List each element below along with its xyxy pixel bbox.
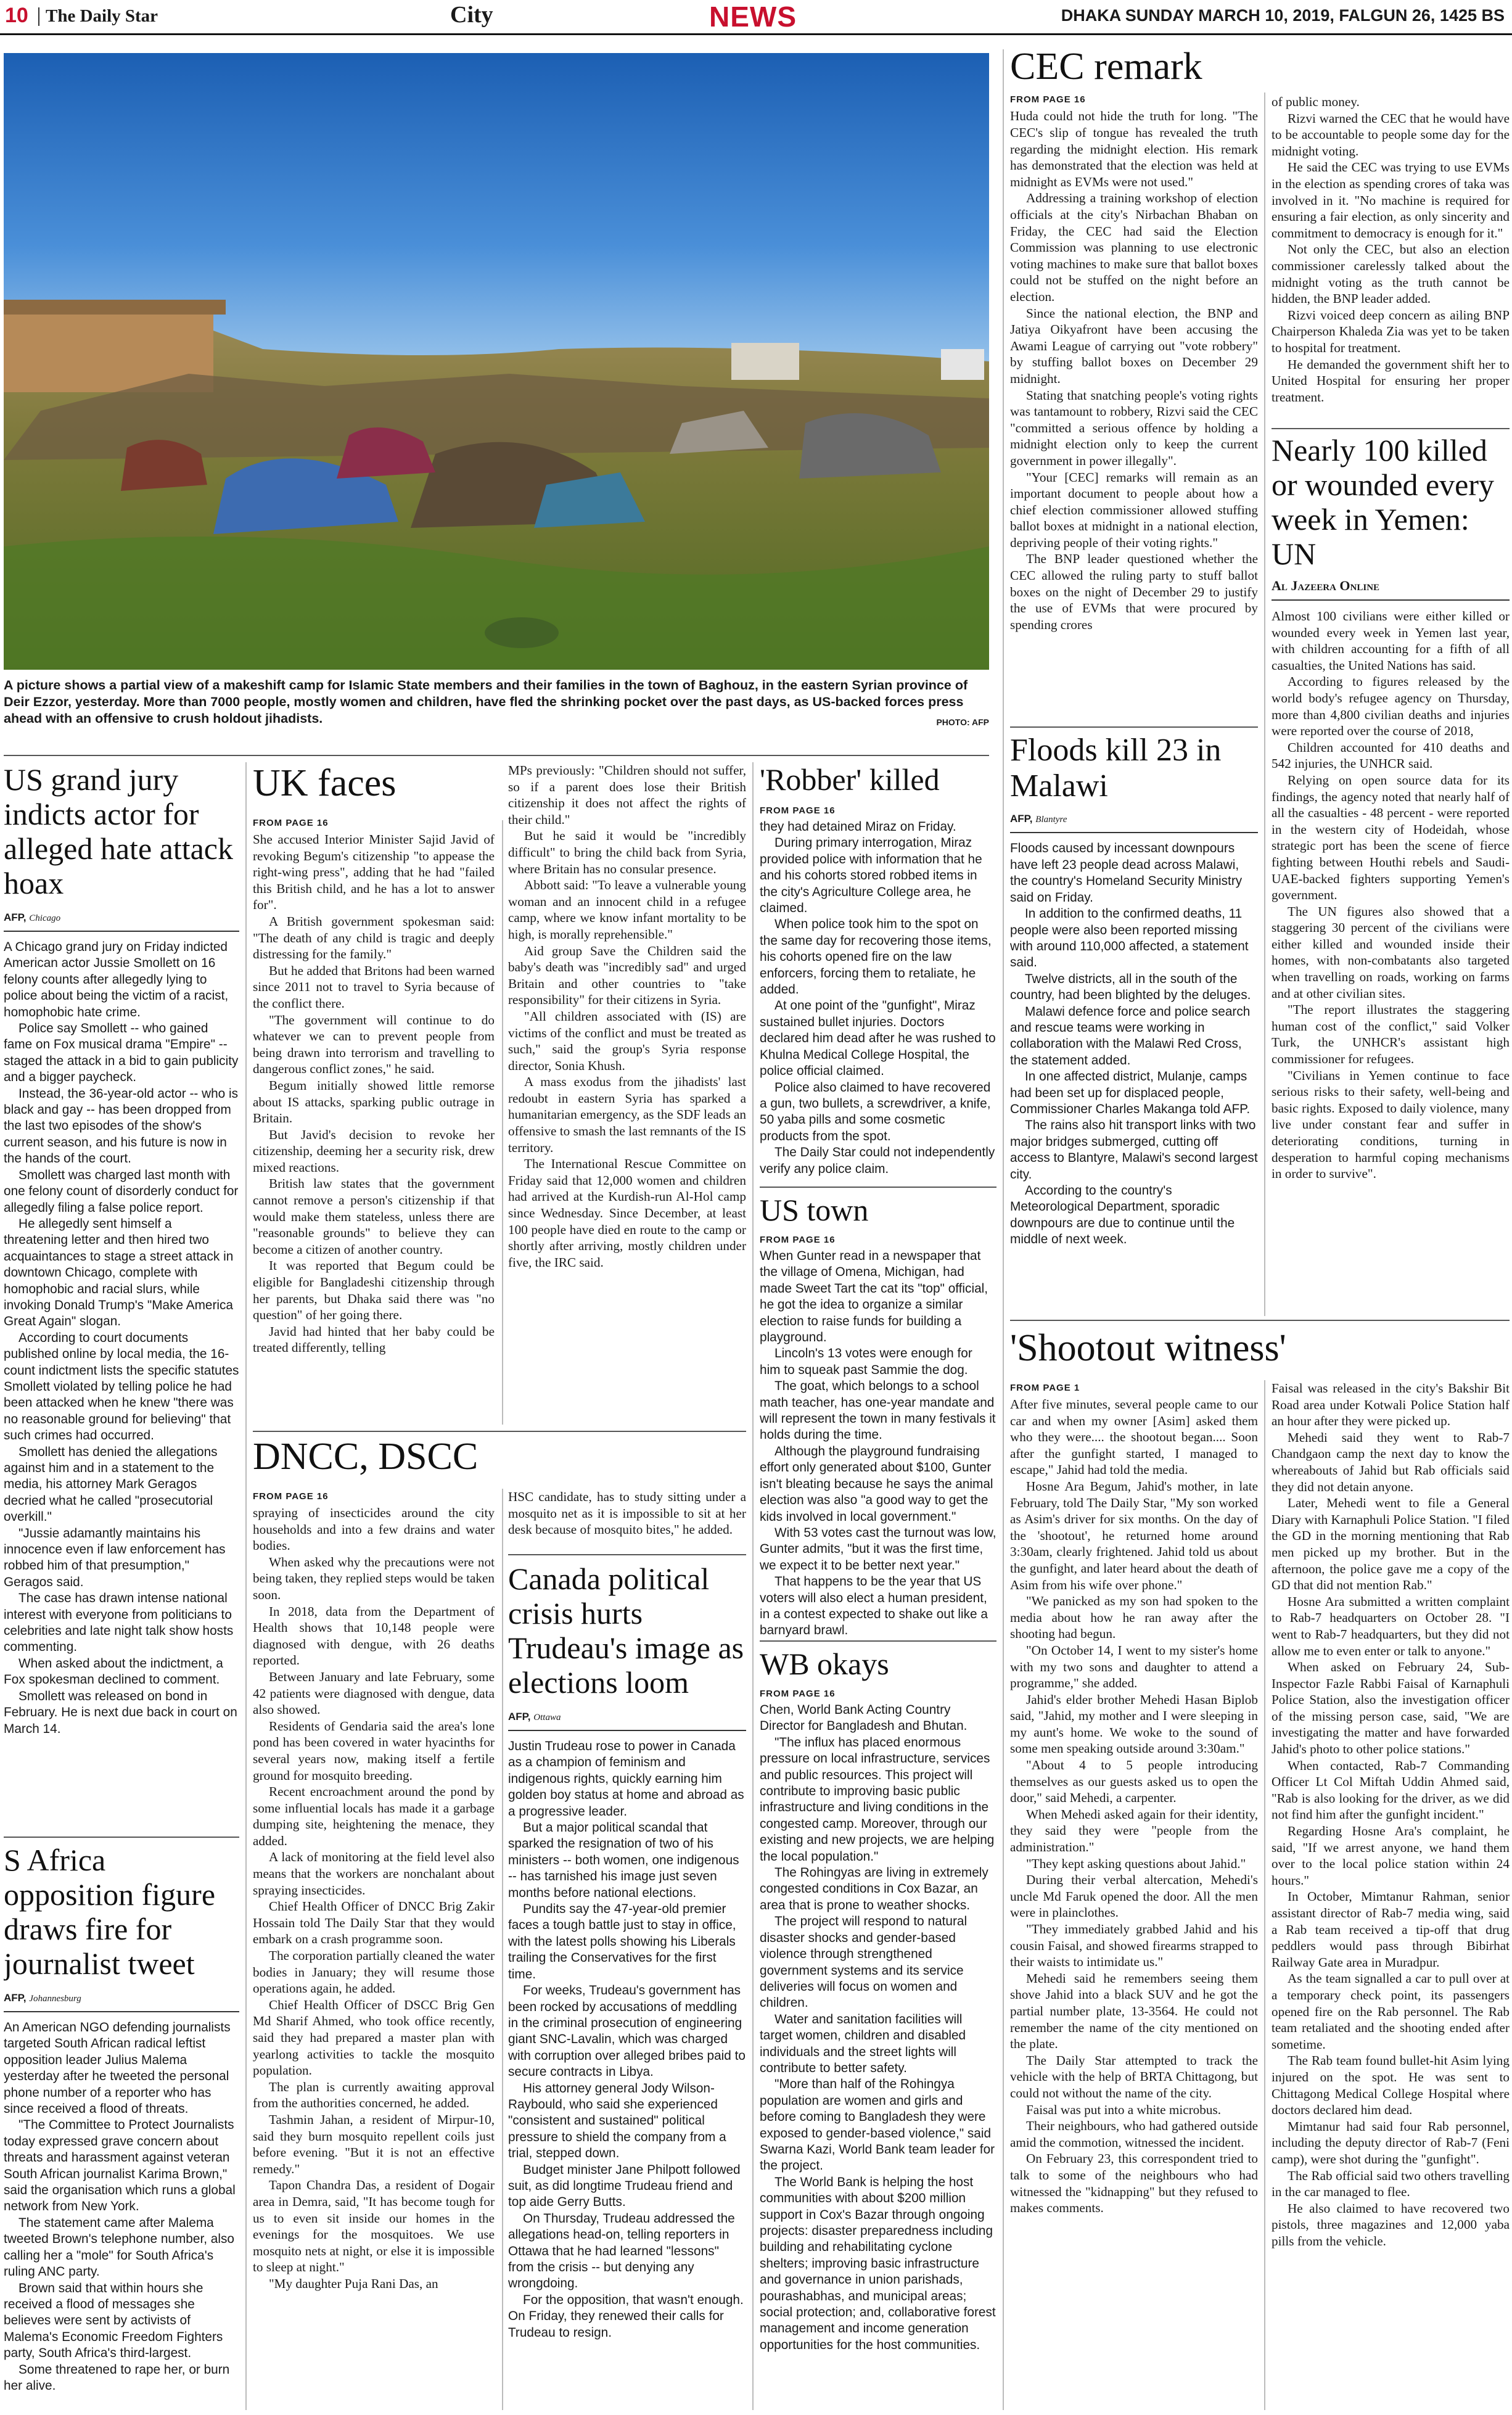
headline-cec: CEC remark xyxy=(1010,46,1202,88)
headline-uk: UK faces xyxy=(253,762,396,804)
byline-yemen: Al Jazeera Online xyxy=(1272,577,1510,601)
body-safrica: An American NGO defending journalists targeted South African radical leftist opposition leader Julius Malema yesterday after he tweeted the personal phone number of a reporter who has since received a flood of threats. "The Committee to Protect Journalists today expressed grave concern about threats and harassment against veteran South African journalist Karima Brown," said the organisation which runs a global network from New York. The statement came after Malema tweeted Brown's telephone number, also calling her a "mole" for South Africa's ruling ANC party. Brown said that within hours she received a flood of messages she believes were sent by activists of Malema's Economic Freedom Fighters party, South Africa's third-largest. Some threatened to rape her, or burn her alive. xyxy=(4,2020,236,2393)
lead-photo xyxy=(4,53,989,670)
body-dncc-col1: FROM PAGE 16 spraying of insecticides around the city households and into a few drains and water bodies. When asked why the precautions were not being taken, they replied steps would be taken soon. In 2018, data from the Department of Health shows that 10,148 people were diagnosed with dengue, with 26 deaths reported. Between January and late February, some 42 patients were diagnosed with dengue, data also showed. Residents of Gendaria said the area's lone pond has been covered in water hyacinths for several years now, making itself a fertile ground for mosquito breeding. Recent encroachment around the pond by some influential locals has made it a garbage dumping site, heightening the menace, they added. A lack of monitoring at the field level also means that the workers are nonchalant about spraying insecticides. Chief Health Officer of DNCC Brig Zakir Hossain told The Daily Star that they would embark on a crash programme soon. The corporation partially cleaned the water bodies in January; they will resume those operations again, he added. Chief Health Officer of DSCC Brig Gen Md Sharif Ahmed, who took office recently, said they had prepared a master plan with yearlong activities to tackle the mosquito population. The plan is currently awaiting approval from the authorities concerned, he added. Tashmin Jahan, a resident of Mirpur-10, said they burn mosquito repellent coils just before evening. "But it is not an effective remedy." Tapon Chandra Das, a resident of Dogair area in Demra, said, "It has become tough for us to even sit inside our homes in the evenings for the mosquitoes. We use mosquito nets at night, or else it is impossible to sleep at night." "My daughter Puja Rani Das, an xyxy=(253,1489,495,2410)
news-label: NEWS xyxy=(709,1,797,33)
headline-ustown: US town xyxy=(760,1193,869,1227)
headline-safrica: S Africa opposition figure draws fire for journalist tweet xyxy=(4,1843,216,1981)
caption-text: A picture shows a partial view of a makeshift camp for Islamic State members and their families in the town of Baghouz, in the eastern Syrian province of Deir Ezzor, yesterday. More than 7000 people, mostly women and children, have fled the shrinking pocket over the past days, as US-backed forces press ahead with an offensive to crush holdout jihadists. xyxy=(4,678,968,726)
from-wb: FROM PAGE 16 xyxy=(760,1689,836,1699)
byline-malawi: AFP, Blantyre xyxy=(1010,810,1258,833)
dateline: DHAKA SUNDAY MARCH 10, 2019, FALGUN 26, 1425 BS xyxy=(1061,6,1505,25)
from-uk: FROM PAGE 16 xyxy=(253,818,329,828)
body-dncc-col2: HSC candidate, has to study sitting under a mosquito net as it is impossible to sit at her desk because of mosquito bites," he added. xyxy=(508,1489,746,1537)
article-yemen: Nearly 100 killed or wounded every week in Yemen: UN Al Jazeera Online Almost 100 civilians were either killed or wounded every week in Yemen last year, with children accounting for a fifth of all casualties, the United Nations has said. According to figures released by the world body's refugee agency on Thursday, more than 4,800 civilian deaths and injuries were reported over the course of 2018, Children accounted for 410 deaths and 542 injuries, the UNHCR said. Relying on open source data for its findings, the agency noted that nearly half of all the casualties - 48 percent - were reported in the western city of Hodeidah, whose strategic port has been the scene of fierce fighting between Houthi rebels and Saudi-UAE-backed fighters supporting Yemen's government. The UN figures also showed that a staggering 30 percent of the civilians were either killed and wounded inside their homes, with non-combatants also targeted when travelling on roads, working on farms and at other civilian sites. "The report illustrates the staggering human cost of the conflict," said Volker Turk, the UNHCR's assistant high commissioner for refugees. "Civilians in Yemen continue to face serious risks to their safety, well-being and basic rights. Exposed to daily violence, many live under constant fear and suffer in deteriorating conditions, turning in desperation to harmful coping mechanisms in order to survive". xyxy=(1272,433,1510,1182)
headline-yemen: Nearly 100 killed or wounded every week in Yemen: UN xyxy=(1272,433,1494,571)
byline-smollett: AFP, Chicago xyxy=(4,909,239,932)
article-smollett xyxy=(4,762,239,1833)
body-smollett: A Chicago grand jury on Friday indicted American actor Jussie Smollett on 16 felony counts after allegedly lying to police about being the victim of a racist, homophobic hate crime. Police say Smollett -- who gained fame on Fox musical drama "Empire" -- staged the attack in a bid to gain publicity and a bigger paycheck. Instead, the 36-year-old actor -- who is black and gay -- has been dropped from the last two episodes of the show's current season, and his future is now in the hands of the court. Smollett was charged last month with one felony count of disorderly conduct for allegedly filing a false police report. He allegedly sent himself a threatening letter and then hired two acquaintances to stage a street attack in downtown Chicago, complete with homophobic and racial slurs, while invoking Donald Trump's "Make America Great Again" slogan. According to court documents published online by local media, the 16-count indictment lists the specific statutes Smollett violated by telling police he had been attacked when he knew "there was no reasonable ground for believing" that such crimes had occurred. Smollett has denied the allegations against him and in a statement to the media, his attorney Mark Geragos decried what he called "prosecutorial overkill." "Jussie adamantly maintains his innocence even if law enforcement has robbed him of that presumption," Geragos said. The case has drawn intense national interest with everyone from politicians to celebrities and late night talk show hosts commenting. When asked about the indictment, a Fox spokesman declined to comment. Smollett was released on bond in February. He is next due back in court on March 14. xyxy=(4,940,239,1736)
from-cec: FROM PAGE 16 xyxy=(1010,94,1086,105)
from-dncc: FROM PAGE 16 xyxy=(253,1491,329,1502)
headline-smollett: US grand jury indicts actor for alleged hate attack hoax xyxy=(4,762,233,900)
article-cec: CEC remark FROM PAGE 16 Huda could not hide the truth for long. "The CEC's slip of tongue has revealed the truth regarding the midnight election. His remark has demonstrated that the election was held at midnight as EVMs were not used." Addressing a training workshop of election officials at the city's Nirbachan Bhaban on Friday, the CEC had said the Election Commission was planning to use electronic voting machines to make sure that ballot boxes could not be stuffed on the night before an election. Since the national election, the BNP and Jatiya Oikyafront have been accusing the Awami League of carrying out "vote robbery" by stuffing ballot boxes on December 29 midnight. Stating that snatching people's voting rights was tantamount to robbery, Rizvi said the CEC "committed a serious offence by holding a midnight election only to keep the current government in power illegally". "Your [CEC] remarks will remain as an important document to people about how a chief election commissioner allowed stuffing ballot boxes at midnight in a national election, depriving people of their voting rights." The BNP leader questioned whether the CEC allowed the ruling party to stuff ballot boxes on the night of December 29 to justify the use of EVMs that were procured by spending crores xyxy=(1010,46,1258,632)
from-ustown: FROM PAGE 16 xyxy=(760,1235,836,1245)
article-robber: 'Robber' killed FROM PAGE 16 they had detained Miraz on Friday. During primary interrogation, Miraz provided police with information that he and his cohorts stored robbed items in the city's Agriculture College area, he claimed. When police took him to the spot on the same day for recovering those items, his cohorts opened fire on the law enforcers, forcing them to retaliate, he added. At one point of the "gunfight", Miraz sustained bullet injuries. Doctors declared him dead after he was rushed to Khulna Medical College Hospital, the police official claimed. Police also claimed to have recovered a gun, two bullets, a screwdriver, a knife, 50 yaba pills and some cosmetic products from the spot. The Daily Star could not independently verify any police claim. xyxy=(760,762,996,1176)
headline-canada: Canada political crisis hurts Trudeau's image as elections loom xyxy=(508,1561,744,1700)
byline-safrica: AFP, Johannesburg xyxy=(4,1989,239,2012)
paper-logo: The Daily Star xyxy=(46,6,158,26)
photo-credit: PHOTO: AFP xyxy=(936,717,989,727)
byline-canada: AFP, Ottawa xyxy=(508,1708,746,1731)
headline-malawi: Floods kill 23 in Malawi xyxy=(1010,733,1222,804)
body-shootout-col2: Faisal was released in the city's Bakshir Bit Road area under Kotwali Police Station half an hour after they were picked up. Mehedi said they went to Rab-7 Chandgaon camp the next day to know the whereabouts of Jahid but Rab officials said they did not detain anyone. Later, Mehedi went to file a General Diary with Karnaphuli Police Station. "I filed the GD in the morning mentioning that Rab men picked up my brother. But in the afternoon, the police gave me a copy of the GD that did not mention Rab." Hosne Ara submitted a written complaint to Rab-7 headquarters on October 28. "I went to Rab-7 headquarters, but they did not allow me to even enter or talk to anyone." When asked on February 24, Sub-Inspector Fazle Rabbi Faisal of Karnaphuli Police Station, also the investigation officer of the missing person case, said, "We are investigating the matter and have forwarded Jahid's photo to other police stations." When contacted, Rab-7 Commanding Officer Lt Col Miftah Uddin Ahmed said, "Rab is also looking for the driver, as we did not find him after the gunfight incident." Regarding Hosne Ara's complaint, he said, "If we arrest anyone, we hand them over to the local police station within 24 hours." In October, Mimtanur Rahman, senior assistant director of Rab-7 media wing, said a Rab team received a tip-off that drug peddlers would pass through Bibirhat Railway Gate area in Muradpur. As the team signalled a car to pull over at a temporary check point, its passengers opened fire on the Rab personnel. The Rab team retaliated and the shooting ended after sometime. The Rab team found bullet-hit Asim lying injured on the spot. He was sent to Chittagong Medical College Hospital where doctors declared him dead. Mimtanur had said four Rab personnel, including the deputy director of Rab-7 (Feni camp), were shot during the "gunfight". The Rab official said two others travelling in the car managed to flee. He also claimed to have recovered two pistols, three magazines and 12,000 yaba pills from the vehicle. xyxy=(1272,1381,1510,2248)
headline-robber: 'Robber' killed xyxy=(760,762,940,797)
body-shootout-col1: FROM PAGE 1 After five minutes, several people came to our car and when my owner [Asim] asked them who they were.... the shootout began.... Soon after the gunfight started, I managed to escape," Jahid had told the media. Hosne Ara Begum, Jahid's mother, in late February, told The Daily Star, "My son worked as Asim's driver for six months. On the day of the 'shootout', he returned home around 3:30am, clearly frightened. Jahid told us about the gunfight, and later heard about the death of Asim from his wife over phone." "We panicked as my son had spoken to the media about how he ran away after the shooting had begun. "On October 14, I went to my sister's home with my two sons and daughter to attend a programme," she added. Jahid's elder brother Mehedi Hasan Biplob said, "Jahid, my mother and I were sleeping in my aunt's home. We woke to the sound of some men speaking outside around 3:30am." "About 4 to 5 people introducing themselves as our guests asked us to open the door," said Mehedi, a carpenter. When Mehedi asked again for their identity, they said they were "people from the administration." "They kept asking questions about Jahid." During their verbal altercation, Mehedi's uncle Md Faruk opened the door. All the men were in plainclothes. "They immediately grabbed Jahid and his cousin Faisal, and showed firearms strapped to their waists to intimidate us." Mehedi said he remembers seeing them shove Jahid into a black SUV and he got the partial number plate, 13-3564. He could not remember the name of the city mentioned on the plate. The Daily Star attempted to track the vehicle with the help of BRTA Chittagong, but could not without the name of the city. Faisal was put into a white microbus. Their neighbours, who had gathered outside amid the commotion, witnessed the incident. On February 23, this correspondent tried to talk to some of the neighbours who had witnessed the "kidnapping" but they refused to makes comments. xyxy=(1010,1380,1258,2410)
from-shootout: FROM PAGE 1 xyxy=(1010,1383,1080,1393)
body-cec-col2: of public money. Rizvi warned the CEC that he would have to be accountable to people some day for the midnight voting. He said the CEC was trying to use EVMs in the election as spending crores of taka was involved in it. "No machine is required for ensuring a fair election, as only sincerity and commitment to democracy is enough for it." Not only the CEC, but also an election commissioner carelessly talked about the midnight voting as the truth cannot be hidden, the BNP leader added. Rizvi voiced deep concern as ailing BNP Chairperson Khaleda Zia was yet to be taken to hospital for treatment. He demanded the government shift her to United Hospital for ensuring her proper treatment. xyxy=(1272,94,1510,405)
section-name: City xyxy=(450,2,493,28)
article-safrica xyxy=(4,1843,239,2410)
from-robber: FROM PAGE 16 xyxy=(760,805,836,816)
article-shootout xyxy=(1010,1327,1510,1383)
headline-dncc: DNCC, DSCC xyxy=(253,1436,479,1478)
article-wb: WB okays FROM PAGE 16 Chen, World Bank Acting Country Director for Bangladesh and Bhutan. "The influx has placed enormous pressure on local infrastructure, services and public resources. This project will contribute to improving basic public infrastructure and living conditions in the congested camp. Moreover, through our existing and new projects, we are helping the local population." The Rohingyas are living in extremely congested conditions in Cox Bazar, an area that is prone to weather shocks. The project will respond to natural disaster shocks and gender-based violence through strengthened government systems and its service deliveries will focus on women and children. Water and sanitation facilities will target women, children and disabled individuals and the street lights will contribute to better safety. "More than half of the Rohingya population are women and girls and before coming to Bangladesh they were exposed to gender-based violence," said Swarna Kazi, World Bank team leader for the project. The World Bank is helping the host communities with about $200 million support in Cox's Bazar through ongoing projects: disaster preparedness including building and rehabilitating cyclone shelters; improving basic infrastructure and governance in union parishads, pourashabhas, and municipal areas; social protection; and, collaborative forest management and income generation opportunities for the host communities. xyxy=(760,1647,996,2352)
page-number: 10 xyxy=(5,4,28,27)
headline-wb: WB okays xyxy=(760,1647,889,1681)
article-canada: Canada political crisis hurts Trudeau's image as elections loom AFP, Ottawa Justin Trudeau rose to power in Canada as a champion of feminism and indigenous rights, quickly earning him golden boy status at home and abroad as a progressive leader. But a major political scandal that sparked the resignation of two of his ministers -- both women, one indigenous -- has tarnished his image just seven months before national elections. Pundits say the 47-year-old premier faces a tough battle just to stay in office, with the latest polls showing his Liberals trailing the Conservatives for the first time. For weeks, Trudeau's government has been rocked by accusations of meddling in the criminal prosecution of engineering giant SNC-Lavalin, which was charged with corruption over alleged bribes paid to secure contracts in Libya. His attorney general Jody Wilson-Raybould, who said she experienced "consistent and sustained" political pressure to shield the company from a trial, stepped down. Budget minister Jane Philpott followed suit, as did longtime Trudeau friend and top aide Gerry Butts. On Thursday, Trudeau addressed the allegations head-on, telling reporters in Ottawa that he had learned "lessons" from the crisis -- but denying any wrongdoing. For the opposition, that wasn't enough. On Friday, they renewed their calls for Trudeau to resign. xyxy=(508,1561,746,2340)
article-uk: UK faces FROM PAGE 16 She accused Interior Minister Sajid Javid of revoking Begum's citizenship "to appease the right-wing press", adding that he had "failed this British child, and he has a lot to answer for". A British government spokesman said: "The death of any child is tragic and deeply distressing for the family." But he added that Britons had been warned since 2011 not to travel to Syria because of the conflict there. "The government will continue to do whatever we can to prevent people from being drawn into terrorism and travelling to dangerous conflict zones," he said. Begum initially showed little remorse about IS attacks, sparking public outrage in Britain. But Javid's decision to revoke her citizenship, deeming her a security risk, drew mixed reactions. British law states that the government cannot remove a person's citizenship if that would make them stateless, unless there are "reasonable grounds" to believe they can become a citizen of another country. It was reported that Begum could be eligible for Bangladeshi citizenship through her parents, but Dhaka said there was "no question" of her going there. Javid had hinted that her baby could be treated differently, telling MPs previously: "Children should not suffer, so if a parent does lose their British citizenship it does not affect the rights of their child." But he said it would be "incredibly difficult" to bring the child back from Syria, where Britain has no consular presence. Abbott said: "To leave a vulnerable young woman and an innocent child in a refugee camp, where we know infant mortality to be high, is morally reprehensible." Aid group Save the Children said the baby's death was "incredibly sad" and urged Britain and other countries to "take responsibility" for their citizens in Syria. "All children associated with (IS) are victims of the conflict and must be treated as such," said the group's Syria response director, Sonia Khush. A mass exodus from the jihadists' last redoubt in eastern Syria has sparked a humanitarian emergency, as the SDF leads an offensive to smash the last remnants of the IS territory. The International Rescue Committee on Friday said that 12,000 women and children had arrived at the Kurdish-run Al-Hol camp since Wednesday. Since December, at least 100 people have died en route to the camp or shortly after arriving, mostly children under five, the IRC said. xyxy=(253,762,746,1356)
photo-caption xyxy=(4,677,989,733)
article-ustown: US town FROM PAGE 16 When Gunter read in a newspaper that the village of Omena, Michigan, had made Sweet Tart the cat its "top" official, he got the idea to organize a similar election to raise funds for building a playground. Lincoln's 13 votes were enough for him to squeak past Sammie the dog. The goat, which belongs to a school math teacher, has one-year mandate and will represent the town in many festivals it holds during the time. Although the playground fundraising effort only generated about $100, Gunter isn't bleating because he says the animal election was also "a good way to get the kids involved in local government." With 53 votes cast the turnout was low, Gunter admits, "but it was the first time, we expect it to be better next year." That happens to be the year that US voters will also elect a human president, in a contest expected to shake out like a barnyard brawl. xyxy=(760,1193,996,1638)
article-malawi: Floods kill 23 in Malawi AFP, Blantyre Floods caused by incessant downpours have left 23 people dead across Malawi, the country's Homeland Security Ministry said on Friday. In addition to the confirmed deaths, 11 people were also been reported missing with around 110,000 affected, a statement said. Twelve districts, all in the south of the country, had been blighted by the deluges. Malawi defence force and police search and rescue teams were working in collaboration with the Malawi Red Cross, the statement added. In one affected district, Mulanje, camps had been set up for displaced people, Commissioner Charles Makanga told AFP. The rains also hit transport links with two major bridges submerged, cutting off access to Blantyre, Malawi's second largest city. According to the country's Meteorological Department, sporadic downpours are due to continue until the middle of next week. xyxy=(1010,733,1258,1247)
headline-shootout: 'Shootout witness' xyxy=(1010,1327,1286,1369)
masthead xyxy=(0,0,1512,36)
